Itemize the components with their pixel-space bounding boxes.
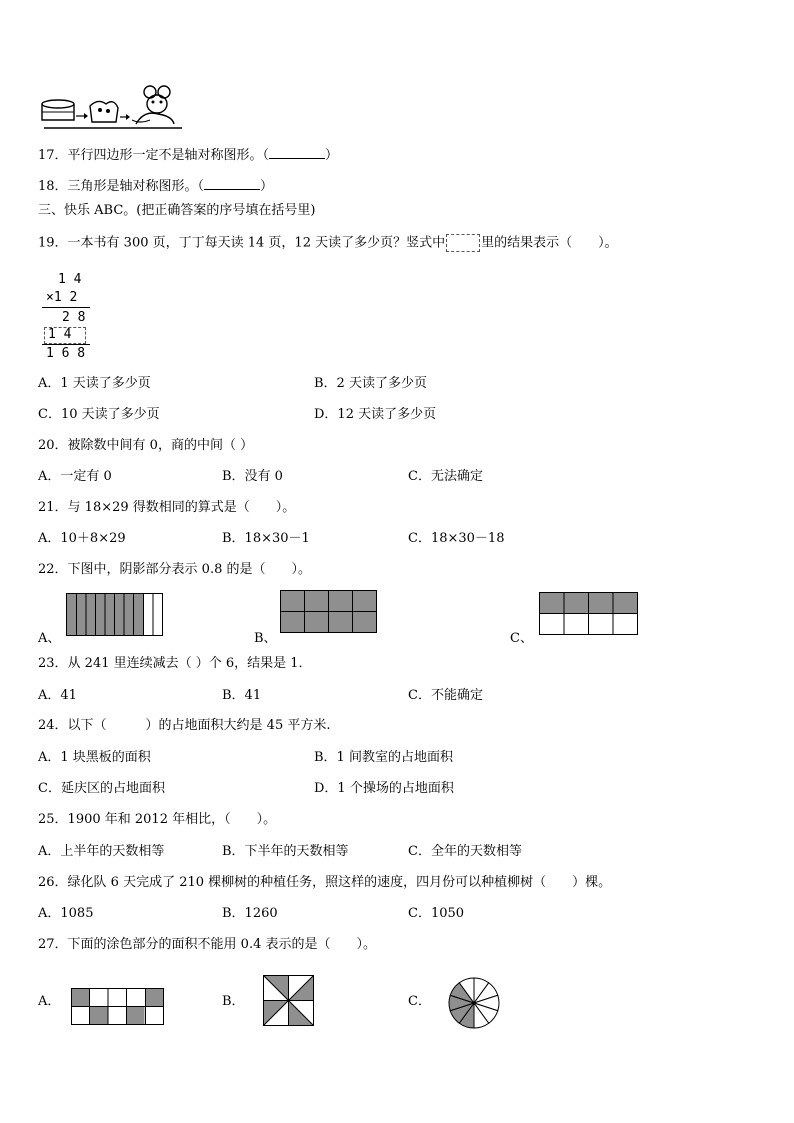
- option-21-a[interactable]: A．10＋8×29: [38, 531, 126, 546]
- figure-22-b: [280, 590, 378, 634]
- question-26: 26．绿化队 6 天完成了 210 棵柳树的种植任务，照这样的速度，四月份可以种植柳树（ ）棵。: [38, 875, 612, 890]
- section-heading: 三、快乐 ABC。(把正确答案的序号填在括号里): [38, 203, 316, 218]
- option-25-c[interactable]: C．全年的天数相等: [408, 844, 522, 859]
- cake-mouse-illustration: [40, 84, 186, 130]
- question-22: 22．下图中，阴影部分表示 0.8 的是（ ）。: [38, 562, 311, 577]
- calc-row-2: ×1 2: [46, 290, 78, 305]
- calc-line: [42, 344, 90, 345]
- question-18: 18．三角形是轴对称图形。（ ）: [38, 179, 274, 194]
- option-24-c[interactable]: C．延庆区的占地面积: [38, 781, 165, 796]
- question-27: 27．下面的涂色部分的面积不能用 0.4 表示的是（ ）。: [38, 937, 376, 952]
- question-25: 25．1900 年和 2012 年相比，（ ）。: [38, 812, 277, 827]
- option-24-d[interactable]: D．1 个操场的占地面积: [314, 781, 454, 796]
- question-19: 19．一本书有 300 页，丁丁每天读 14 页，12 天读了多少页？竖式中 里的结果表示（ ）。: [38, 235, 618, 251]
- figure-27-c: [447, 976, 501, 1030]
- option-21-c[interactable]: C．18×30－18: [408, 531, 505, 546]
- option-22-a[interactable]: A、: [38, 631, 61, 646]
- option-26-c[interactable]: C．1050: [408, 906, 465, 921]
- option-26-b[interactable]: B．1260: [222, 906, 278, 921]
- option-20-a[interactable]: A．一定有 0: [38, 469, 112, 484]
- option-27-c[interactable]: C．: [408, 994, 431, 1009]
- option-19-a[interactable]: A．1 天读了多少页: [38, 376, 151, 391]
- figure-27-b: [263, 975, 315, 1027]
- option-19-b[interactable]: B．2 天读了多少页: [314, 376, 427, 391]
- calc-row-4: 1 4: [48, 327, 72, 342]
- dashed-box: [446, 234, 480, 252]
- question-17: 17．平行四边形一定不是轴对称图形。（ ）: [38, 148, 339, 163]
- answer-blank[interactable]: [269, 146, 325, 159]
- calc-line: [42, 307, 90, 308]
- question-20: 20．被除数中间有 0，商的中间（ ）: [38, 438, 254, 453]
- option-22-b[interactable]: B、: [254, 631, 277, 646]
- option-25-a[interactable]: A．上半年的天数相等: [38, 844, 165, 859]
- calc-row-5: 1 6 8: [46, 346, 86, 361]
- option-23-b[interactable]: B．41: [222, 688, 262, 703]
- figure-22-c: [539, 592, 639, 636]
- option-27-b[interactable]: B．: [222, 994, 245, 1009]
- option-26-a[interactable]: A．1085: [38, 906, 94, 921]
- option-20-c[interactable]: C．无法确定: [408, 469, 483, 484]
- answer-blank[interactable]: [204, 177, 260, 190]
- figure-27-a: [71, 988, 165, 1026]
- option-25-b[interactable]: B．下半年的天数相等: [222, 844, 349, 859]
- option-19-c[interactable]: C．10 天读了多少页: [38, 407, 160, 422]
- figure-22-a: [66, 593, 164, 636]
- option-24-b[interactable]: B．1 间教室的占地面积: [314, 750, 453, 765]
- option-22-c[interactable]: C、: [510, 631, 533, 646]
- option-21-b[interactable]: B．18×30－1: [222, 531, 310, 546]
- question-23: 23．从 241 里连续减去（ ）个 6，结果是 1．: [38, 656, 312, 671]
- option-24-a[interactable]: A．1 块黑板的面积: [38, 750, 151, 765]
- option-20-b[interactable]: B．没有 0: [222, 469, 283, 484]
- calc-row-1: 1 4: [58, 272, 82, 287]
- question-24: 24．以下（ ）的占地面积大约是 45 平方米.: [38, 718, 331, 733]
- option-23-a[interactable]: A．41: [38, 688, 77, 703]
- question-21: 21．与 18×29 得数相同的算式是（ ）。: [38, 500, 296, 515]
- option-23-c[interactable]: C．不能确定: [408, 688, 483, 703]
- option-19-d[interactable]: D．12 天读了多少页: [314, 407, 437, 422]
- calc-row-3: 2 8: [62, 310, 86, 325]
- option-27-a[interactable]: A．: [38, 994, 61, 1009]
